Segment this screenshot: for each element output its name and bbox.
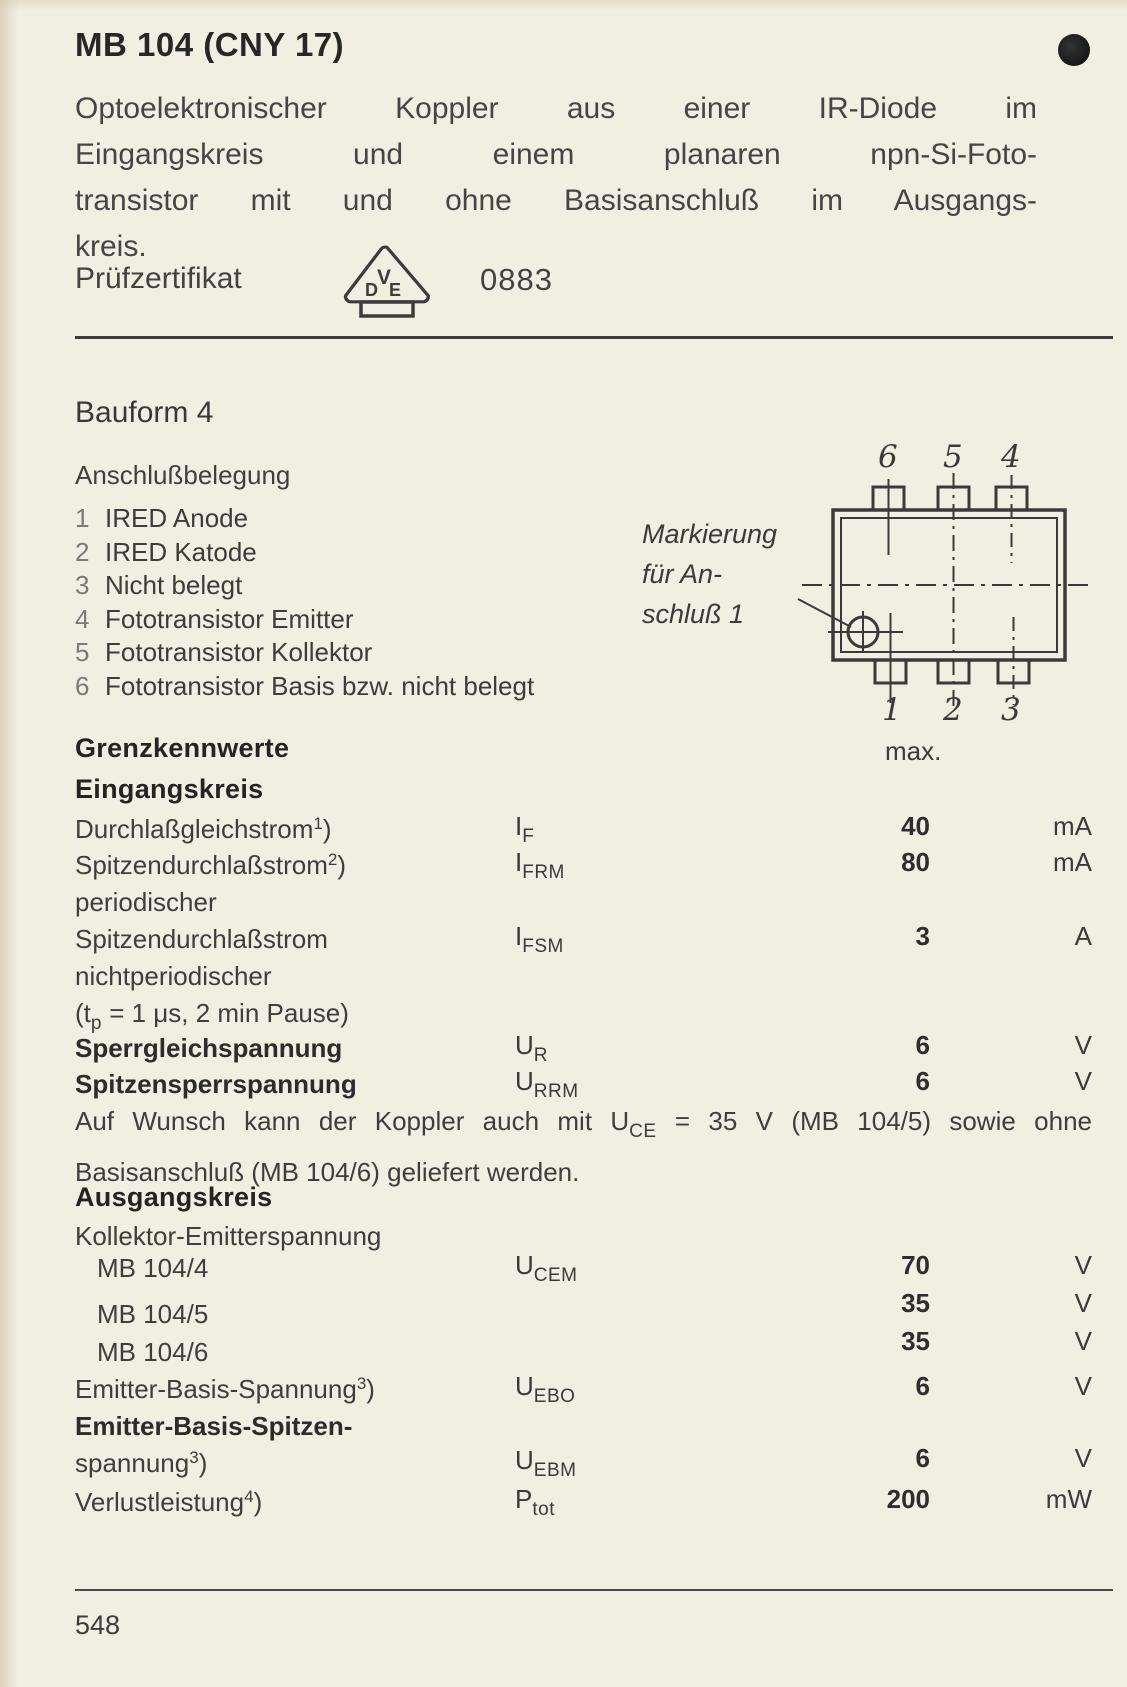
limit-value: 40 <box>901 811 930 841</box>
output-circuit-heading: Ausgangskreis <box>75 1182 273 1212</box>
description-line: Eingangskreis und einem planaren npn-Si-Foto- <box>75 138 1037 171</box>
marking-label: für An- <box>642 559 723 589</box>
limit-unit: V <box>1074 1250 1092 1280</box>
list-item: 4 Fototransistor Emitter <box>75 603 354 634</box>
pin-list <box>75 503 534 704</box>
list-item: 2 IRED Katode <box>75 536 257 567</box>
limit-unit: V <box>1074 1066 1092 1096</box>
vde-logo-icon <box>337 242 437 326</box>
input-circuit-heading: Eingangskreis <box>75 774 264 804</box>
list-item: 3 Nicht belegt <box>75 570 243 600</box>
list-item: 1 IRED Anode <box>75 503 249 533</box>
limits-heading: Grenzkennwerte <box>75 733 290 763</box>
limit-unit: A <box>1074 921 1092 951</box>
bauform-heading: Bauform 4 <box>75 396 214 429</box>
limit-unit: V <box>1074 1371 1092 1401</box>
limit-unit: mA <box>1053 847 1092 877</box>
limit-value: 6 <box>915 1371 930 1401</box>
max-column-label: max. <box>885 736 942 766</box>
marking-label: Markierung <box>642 519 778 549</box>
limit-unit: mA <box>1053 811 1092 841</box>
limit-value: 6 <box>915 1443 930 1473</box>
cert-label: Prüfzertifikat <box>75 262 242 295</box>
table-row: Emitter-Basis-Spannung$^3$) $U_{EBO}$ 6 V <box>75 1371 1092 1407</box>
list-item: 5 Fototransistor Kollektor <box>75 637 373 667</box>
pin-number: 1 <box>882 692 902 728</box>
limit-value: 70 <box>901 1250 930 1280</box>
pin-number: 3 <box>1001 692 1021 728</box>
package-outline-diagram <box>630 415 1110 730</box>
limit-value: 35 <box>901 1288 930 1318</box>
svg-text:D: D <box>365 280 378 300</box>
index-dot-icon <box>1058 34 1090 66</box>
svg-text:V: V <box>377 266 392 289</box>
table-row: MB 104/5 35 V <box>75 1288 1092 1333</box>
description-line: transistor mit und ohne Basisanschluß im Ausgangs- <box>75 184 1037 217</box>
option-note: Auf Wunsch kann der Koppler auch mit $U_{CE} = 35$ V (MB 104/5) sowie ohne Basisanschluß (MB 104/6) geliefert werden. <box>75 1106 1092 1187</box>
table-row: MB 104/6 35 V <box>75 1326 1092 1371</box>
certification-row <box>75 256 1037 326</box>
limit-unit: mW <box>1045 1484 1092 1514</box>
pin-number: 5 <box>943 439 963 475</box>
footer-rule <box>75 1589 1113 1591</box>
pin-number: 2 <box>943 692 963 728</box>
limit-value: 80 <box>901 847 930 877</box>
table-row: Verlustleistung$^4$) $P_{tot}$ 200 mW <box>75 1484 1092 1520</box>
limit-value: 6 <box>915 1066 930 1096</box>
pin-number: 6 <box>878 439 898 475</box>
table-row: MB 104/4 $U_{CEM}$ 70 V <box>97 1250 1092 1286</box>
limit-value: 6 <box>915 1030 930 1060</box>
page-number: 548 <box>75 1610 121 1640</box>
limit-unit: V <box>1074 1443 1092 1473</box>
limit-value: 3 <box>915 921 930 951</box>
table-row: Spitzensperrspannung $U_{RRM}$ 6 V <box>75 1066 1092 1102</box>
table-row: Sperrgleichspannung $U_R$ 6 V <box>75 1030 1092 1066</box>
marking-label: schluß 1 <box>642 599 745 629</box>
description-paragraph <box>75 86 1037 270</box>
limit-unit: V <box>1074 1288 1092 1318</box>
pin-assignment-heading: Anschlußbelegung <box>75 460 291 490</box>
page-title: MB 104 (CNY 17) <box>75 26 345 63</box>
table-row: Durchlaßgleichstrom$^1$) $I_F$ 40 mA <box>75 811 1092 847</box>
limit-unit: V <box>1074 1326 1092 1356</box>
table-row: Emitter-Basis-Spitzen- spannung$^3$) $U_{EBM}$ 6 V <box>75 1411 1092 1481</box>
description-line: kreis. <box>75 230 147 263</box>
limit-unit: V <box>1074 1030 1092 1060</box>
pin-number: 4 <box>1001 439 1021 475</box>
description-line: Optoelektronischer Koppler aus einer IR-Diode im <box>75 92 1037 125</box>
svg-text:E: E <box>389 280 402 300</box>
divider-rule <box>75 336 1113 339</box>
table-row: Spitzendurchlaßstrom nichtperiodischer ($t_p = 1$ μs, 2 min Pause) $I_{FSM}$ 3 A <box>75 921 1092 1042</box>
limit-value: 35 <box>901 1326 930 1356</box>
limit-value: 200 <box>886 1484 930 1514</box>
list-item: 6 Fototransistor Basis bzw. nicht belegt <box>75 670 535 701</box>
table-row: Kollektor-Emitterspannung <box>75 1221 382 1251</box>
table-row: Spitzendurchlaßstrom$^2$) periodischer $I_{FRM}$ 80 mA <box>75 847 1092 921</box>
cert-number: 0883 <box>480 262 553 297</box>
